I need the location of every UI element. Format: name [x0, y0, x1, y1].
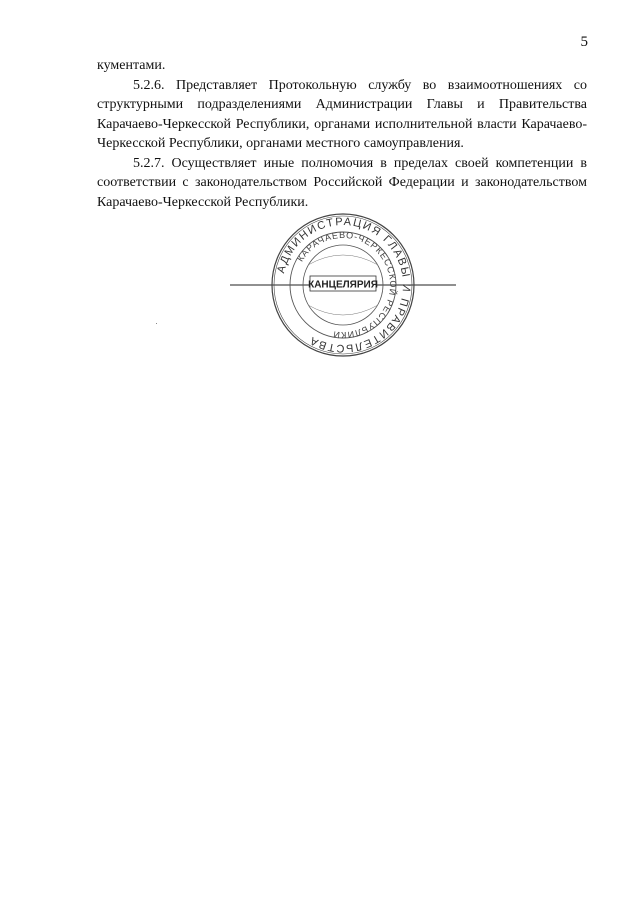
paragraph-5-2-7: 5.2.7. Осуществляет иные полномочия в пределах своей компетенции в соответствии с законодательством Российской Федерации и законодательством Карачаево-Черкесской Республики.: [97, 155, 587, 210]
paragraph-continuation: кументами.: [97, 58, 166, 73]
official-stamp: [228, 210, 458, 360]
scan-speck: [156, 323, 157, 324]
document-body: [97, 56, 587, 212]
paragraph-5-2-6: 5.2.6. Представляет Протокольную службу во взаимоотношениях со структурными подразделениями Администрации Главы и Правительства Карачаево-Черкесской Республики, органами исполнительной власти Карачаево-Черкесской Республики, органами местного самоуправления.: [97, 77, 587, 151]
stamp-center-text: КАНЦЕЛЯРИЯ: [308, 279, 378, 291]
stamp-inner-text: КАРАЧАЕВО-ЧЕРКЕССКОЙ РЕСПУБЛИКИ: [294, 229, 399, 341]
page-number: 5: [580, 34, 588, 50]
stamp-outer-text: АДМИНИСТРАЦИЯ ГЛАВЫ И ПРАВИТЕЛЬСТВА: [275, 215, 413, 355]
stamp-graphic: [228, 210, 458, 360]
